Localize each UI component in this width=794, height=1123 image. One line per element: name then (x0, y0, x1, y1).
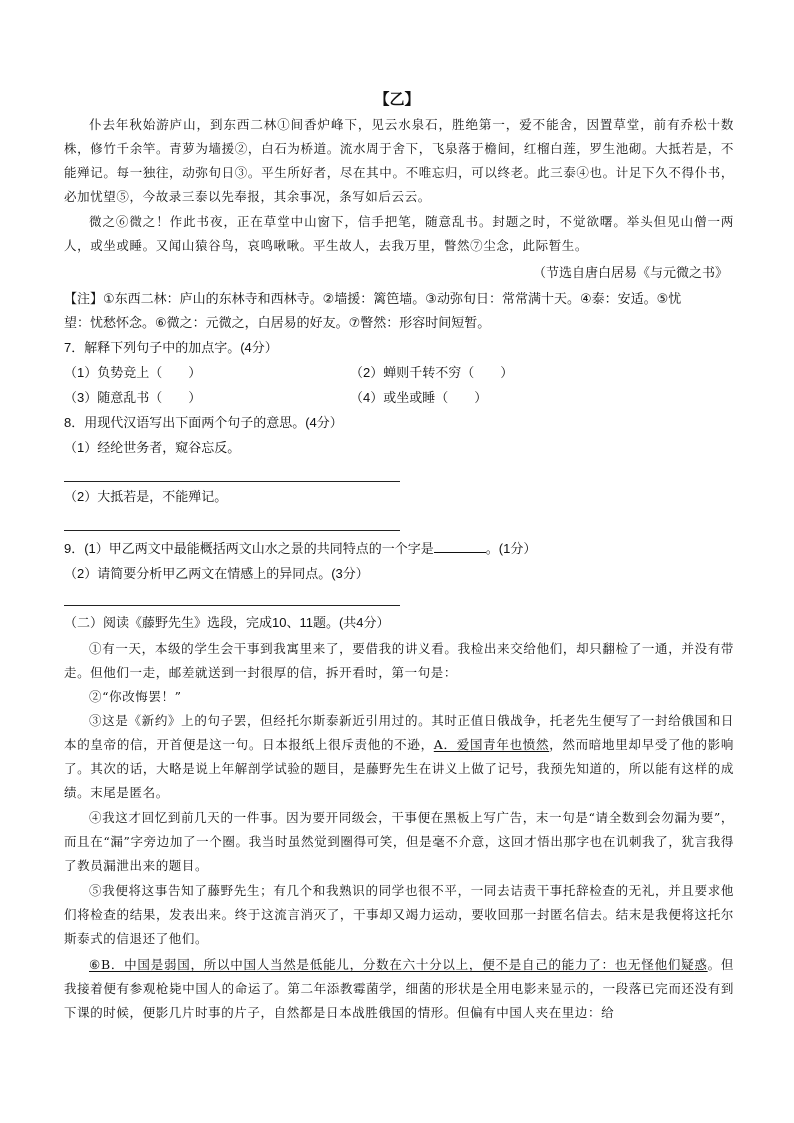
question-9-part-2: （2）请简要分析甲乙两文在情感上的异同点。(3分） (64, 566, 369, 581)
answer-line[interactable] (64, 605, 400, 606)
annotation-line-2: 望：忧愁怀念。⑥微之：元微之，白居易的好友。⑦瞥然：形容时间短暂。 (64, 315, 491, 330)
yi-paragraph-2 (64, 210, 734, 258)
question-7-item-2: （2）蝉则千转不穷（ ） (350, 365, 514, 380)
underlined-sentence-b: ⑥B．中国是弱国，所以中国人当然是低能儿，分数在六十分以上，便不是自己的能力了：也无怪他们疑 (89, 957, 695, 972)
text-line: ④我这才回忆到前几天的一件事。因为要开同级会，干事便在黑板上写广告，末一句是“请全数到会勿漏 (89, 810, 688, 825)
question-8-sentence-2: （2）大抵若是，不能殚记。 (64, 489, 228, 504)
passage-paragraph-6: ⑥B．中国是弱国，所以中国人当然是低能儿，分数在六十分以上，便不是自己的能力了：也无怪他们疑惑。但我接着便有参观枪毙中国人的命运了。第二年添教霉菌学，细菌的形状是全用电影来显示的，一段落已完而还没有到下课的时候，便影几片时事的片子，自然都是日本战胜俄国的情形。但偏有中国人夹在里边：给 (64, 957, 735, 1020)
question-7-item-1: （1）负势竞上（ ） (64, 365, 202, 380)
text-line: 国和日本的皇帝的信，开首便是这一句。日本报纸上很斥责他的不逊， (64, 713, 734, 752)
text-line: 我便将这托尔斯泰式的信退还了他们。 (64, 907, 734, 946)
yi-paragraph-1 (64, 113, 734, 209)
annotation-line-1: 【注】①东西二林：庐山的东林寺和西林寺。②墙援：篱笆墙。③动弥旬日：常常满十天。④泰：安适。⑤忧 (64, 291, 682, 306)
answer-line[interactable] (64, 481, 400, 482)
text-line: 受了他的影响了。其次的话，大略是说上年解剖学试验的题目，是藤野先生在讲义上做了记号，我预先知道的， (64, 737, 734, 776)
question-7-item-4: （4）或坐或睡（ ） (350, 390, 488, 405)
question-8-stem: 8．用现代汉语写出下面两个句子的意思。(4分） (64, 415, 343, 430)
passage-paragraph-3: ③这是《新约》上的句子罢，但经托尔斯泰新近引用过的。其时正值日俄战争，托老先生便写了一封给俄国和日本的皇帝的信，开首便是这一句。日本报纸上很斥责他的不逊，A．爱国青年也愤然，然而暗地里却早受了他的影响了。其次的话，大略是说上年解剖学试验的题目，是藤野先生在讲义上做了记号，我预先知道的，所以能有这样的成绩。末尾是匿名。 (64, 713, 734, 800)
text-line: 刺我了，犹言我得了教员漏泄出来的题目。 (64, 834, 734, 873)
source-citation: （节选自唐白居易《与元微之书》 (532, 266, 728, 281)
fill-blank[interactable] (434, 539, 486, 553)
passage-paragraph-2: ②“你改悔罢！” (89, 689, 182, 704)
text-line: 完而还没有到下课的时候，便影几片时事的片子，自然都是日本战胜俄国的情形。但偏有中国人夹在里边：给 (64, 981, 734, 1020)
passage-paragraph-4 (64, 806, 734, 878)
section-title-yi: 【乙】 (374, 90, 420, 108)
text-line: ⑤我便将这事告知了藤野先生；有几个和我熟识的同学也很不平，一同去诘责干事托辞检查的无礼，并且 (89, 883, 695, 898)
text-line: 足下久不得仆书，必加忧望⑤，今故录三泰以先奉报，其余事况，条写如后云云。 (64, 165, 734, 204)
underlined-sentence-a: A．爱国青年也愤然 (433, 737, 550, 752)
question-8-sentence-1: （1）经纶世务者，窥谷忘反。 (64, 440, 241, 455)
question-9-part-1: 9．(1）甲乙两文中最能概括两文山水之景的共同特点的一个字是 。(1分） (64, 541, 537, 556)
passage-paragraph-1 (64, 637, 734, 685)
text-line: 一两人，或坐或睡。又闻山猿谷鸟，哀鸣啾啾。平生故人，去我万里，瞥然⑦尘念，此际暂生。 (64, 214, 734, 253)
text-line: 为要”，而且在“漏”字旁边加了一个圈。我当时虽然觉到圈得可笑，但是毫不介意，这回才悟出那字也在讥 (64, 810, 734, 849)
text-line: 抵若是，不能殚记。每一独往，动弥旬日③。平生所好者，尽在其中。不唯忘归，可以终老。此三泰④也。计 (64, 141, 734, 180)
text-line: 要求他们将检查的结果，发表出来。终于这流言消灭了，干事却又竭力运动，要收回那一封匿名信去。结末是 (64, 883, 734, 922)
text-line: 所以能有这样的成绩。末尾是匿名。 (64, 761, 734, 800)
text-line: ③这是《新约》上的句子罢，但经托尔斯泰新近引用过的。其时正值日俄战争，托老先生便写了一封给俄 (89, 713, 695, 728)
text-line: 仆去年秋始游庐山，到东西二林①间香炉峰下，见云水泉石，胜绝第一，爱不能舍，因置草堂，前有乔松 (89, 117, 708, 132)
question-7-item-3: （3）随意乱书（ ） (64, 390, 202, 405)
text-line: 没有带走。但他们一走，邮差就送到一封很厚的信，拆开看时，第一句是： (64, 641, 734, 680)
question-7-stem: 7．解释下列句子中的加点字。(4分） (64, 340, 278, 355)
text-line: ①有一天，本级的学生会干事到我寓里来了，要借我的讲义看。我检出来交给他们，却只翻检了一通，并 (89, 641, 695, 656)
text-line: 微之⑥微之！作此书夜，正在草堂中山窗下，信手把笔，随意乱书。封题之时，不觉欲曙。举头但见山僧 (89, 214, 708, 229)
passage-paragraph-5 (64, 879, 734, 951)
answer-line[interactable] (64, 530, 400, 531)
text-line: 十数株，修竹千余竿。青萝为墙援②，白石为桥道。流水周于舍下，飞泉落于檐间，红榴白莲，罗生池砌。大 (64, 117, 734, 156)
section-2-heading: （二）阅读《藤野先生》选段，完成10、11题。(共4分） (64, 615, 390, 630)
